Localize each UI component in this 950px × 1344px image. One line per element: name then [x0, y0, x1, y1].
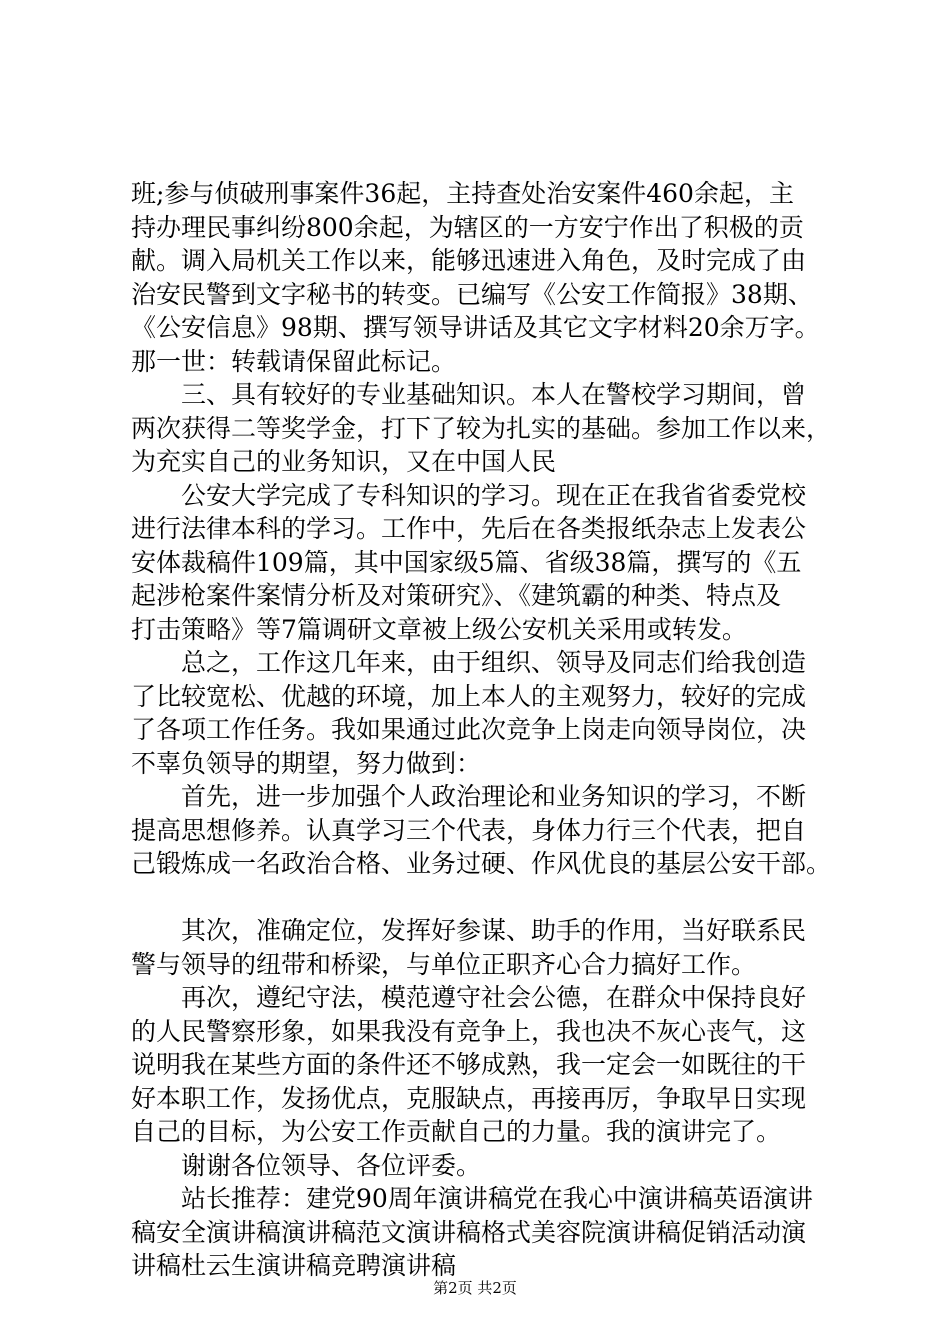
- text-line-31: 站长推荐：建党90周年演讲稿党在我心中演讲稿英语演讲: [181, 1184, 813, 1213]
- text-line-7: 三、具有较好的专业基础知识。本人在警校学习期间，曾: [181, 380, 807, 409]
- text-line-6: 那一世：转载请保留此标记。: [131, 346, 457, 376]
- text-line-16: 了比较宽松、优越的环境，加上本人的主观努力，较好的完成: [131, 681, 807, 711]
- text-line-19: 首先，进一步加强个人政治理论和业务知识的学习，不断: [181, 782, 807, 811]
- text-line-20: 提高思想修养。认真学习三个代表，身体力行三个代表，把自: [131, 815, 807, 845]
- page-footer: 第2页 共2页: [433, 1279, 517, 1297]
- text-line-30: 谢谢各位领导、各位评委。: [181, 1150, 482, 1180]
- text-line-29: 自己的目标，为公安工作贡献自己的力量。我的演讲完了。: [131, 1117, 782, 1146]
- text-line-9: 为充实自己的业务知识，又在中国人民: [131, 447, 557, 476]
- text-line-4: 治安民警到文字秘书的转变。已编写《公安工作简报》38期、: [131, 279, 813, 309]
- text-line-23: 其次，准确定位，发挥好参谋、助手的作用，当好联系民: [181, 916, 807, 945]
- text-line-26: 的人民警察形象，如果我没有竞争上，我也决不灰心丧气，这: [131, 1016, 807, 1046]
- text-line-17: 了各项工作任务。我如果通过此次竞争上岗走向领导岗位，决: [131, 715, 807, 744]
- text-line-33: 讲稿杜云生演讲稿竞聘演讲稿: [131, 1251, 457, 1280]
- blank-line: [131, 881, 831, 915]
- text-line-21: 己锻炼成一名政治合格、业务过硬、作风优良的基层公安干部。: [131, 849, 832, 878]
- text-line-1: 班;参与侦破刑事案件36起，主持查处治安案件460余起，主: [131, 179, 794, 208]
- text-line-28: 好本职工作，发扬优点，克服缺点，再接再厉，争取早日实现: [131, 1083, 807, 1113]
- text-line-8: 两次获得二等奖学金，打下了较为扎实的基础。参加工作以来，: [131, 413, 832, 443]
- text-line-24: 警与领导的纽带和桥梁，与单位正职齐心合力搞好工作。: [131, 949, 757, 979]
- text-line-14: 打击策略》等7篇调研文章被上级公安机关采用或转发。: [131, 614, 747, 644]
- text-line-2: 持办理民事纠纷800余起，为辖区的一方安宁作出了积极的贡: [131, 212, 804, 242]
- text-line-27: 说明我在某些方面的条件还不够成熟，我一定会一如既往的干: [131, 1050, 807, 1079]
- text-line-11: 进行法律本科的学习。工作中，先后在各类报纸杂志上发表公: [131, 514, 807, 543]
- text-line-25: 再次，遵纪守法，模范遵守社会公德，在群众中保持良好: [181, 983, 807, 1012]
- document-body: [131, 177, 831, 1283]
- text-line-32: 稿安全演讲稿演讲稿范文演讲稿格式美容院演讲稿促销活动演: [131, 1217, 807, 1247]
- text-line-13: 起涉枪案件案情分析及对策研究》、《建筑霸的种类、特点及: [131, 581, 782, 610]
- text-line-15: 总之，工作这几年来，由于组织、领导及同志们给我创造: [181, 648, 807, 677]
- text-line-12: 安体裁稿件109篇，其中国家级5篇、省级38篇，撰写的《五: [131, 547, 802, 577]
- text-line-18: 不辜负领导的期望，努力做到：: [131, 748, 482, 778]
- text-line-3: 献。调入局机关工作以来，能够迅速进入角色，及时完成了由: [131, 246, 807, 275]
- text-line-5: 《公安信息》98期、撰写领导讲话及其它文字材料20余万字。: [131, 313, 820, 342]
- text-line-10: 公安大学完成了专科知识的学习。现在正在我省省委党校: [181, 480, 807, 510]
